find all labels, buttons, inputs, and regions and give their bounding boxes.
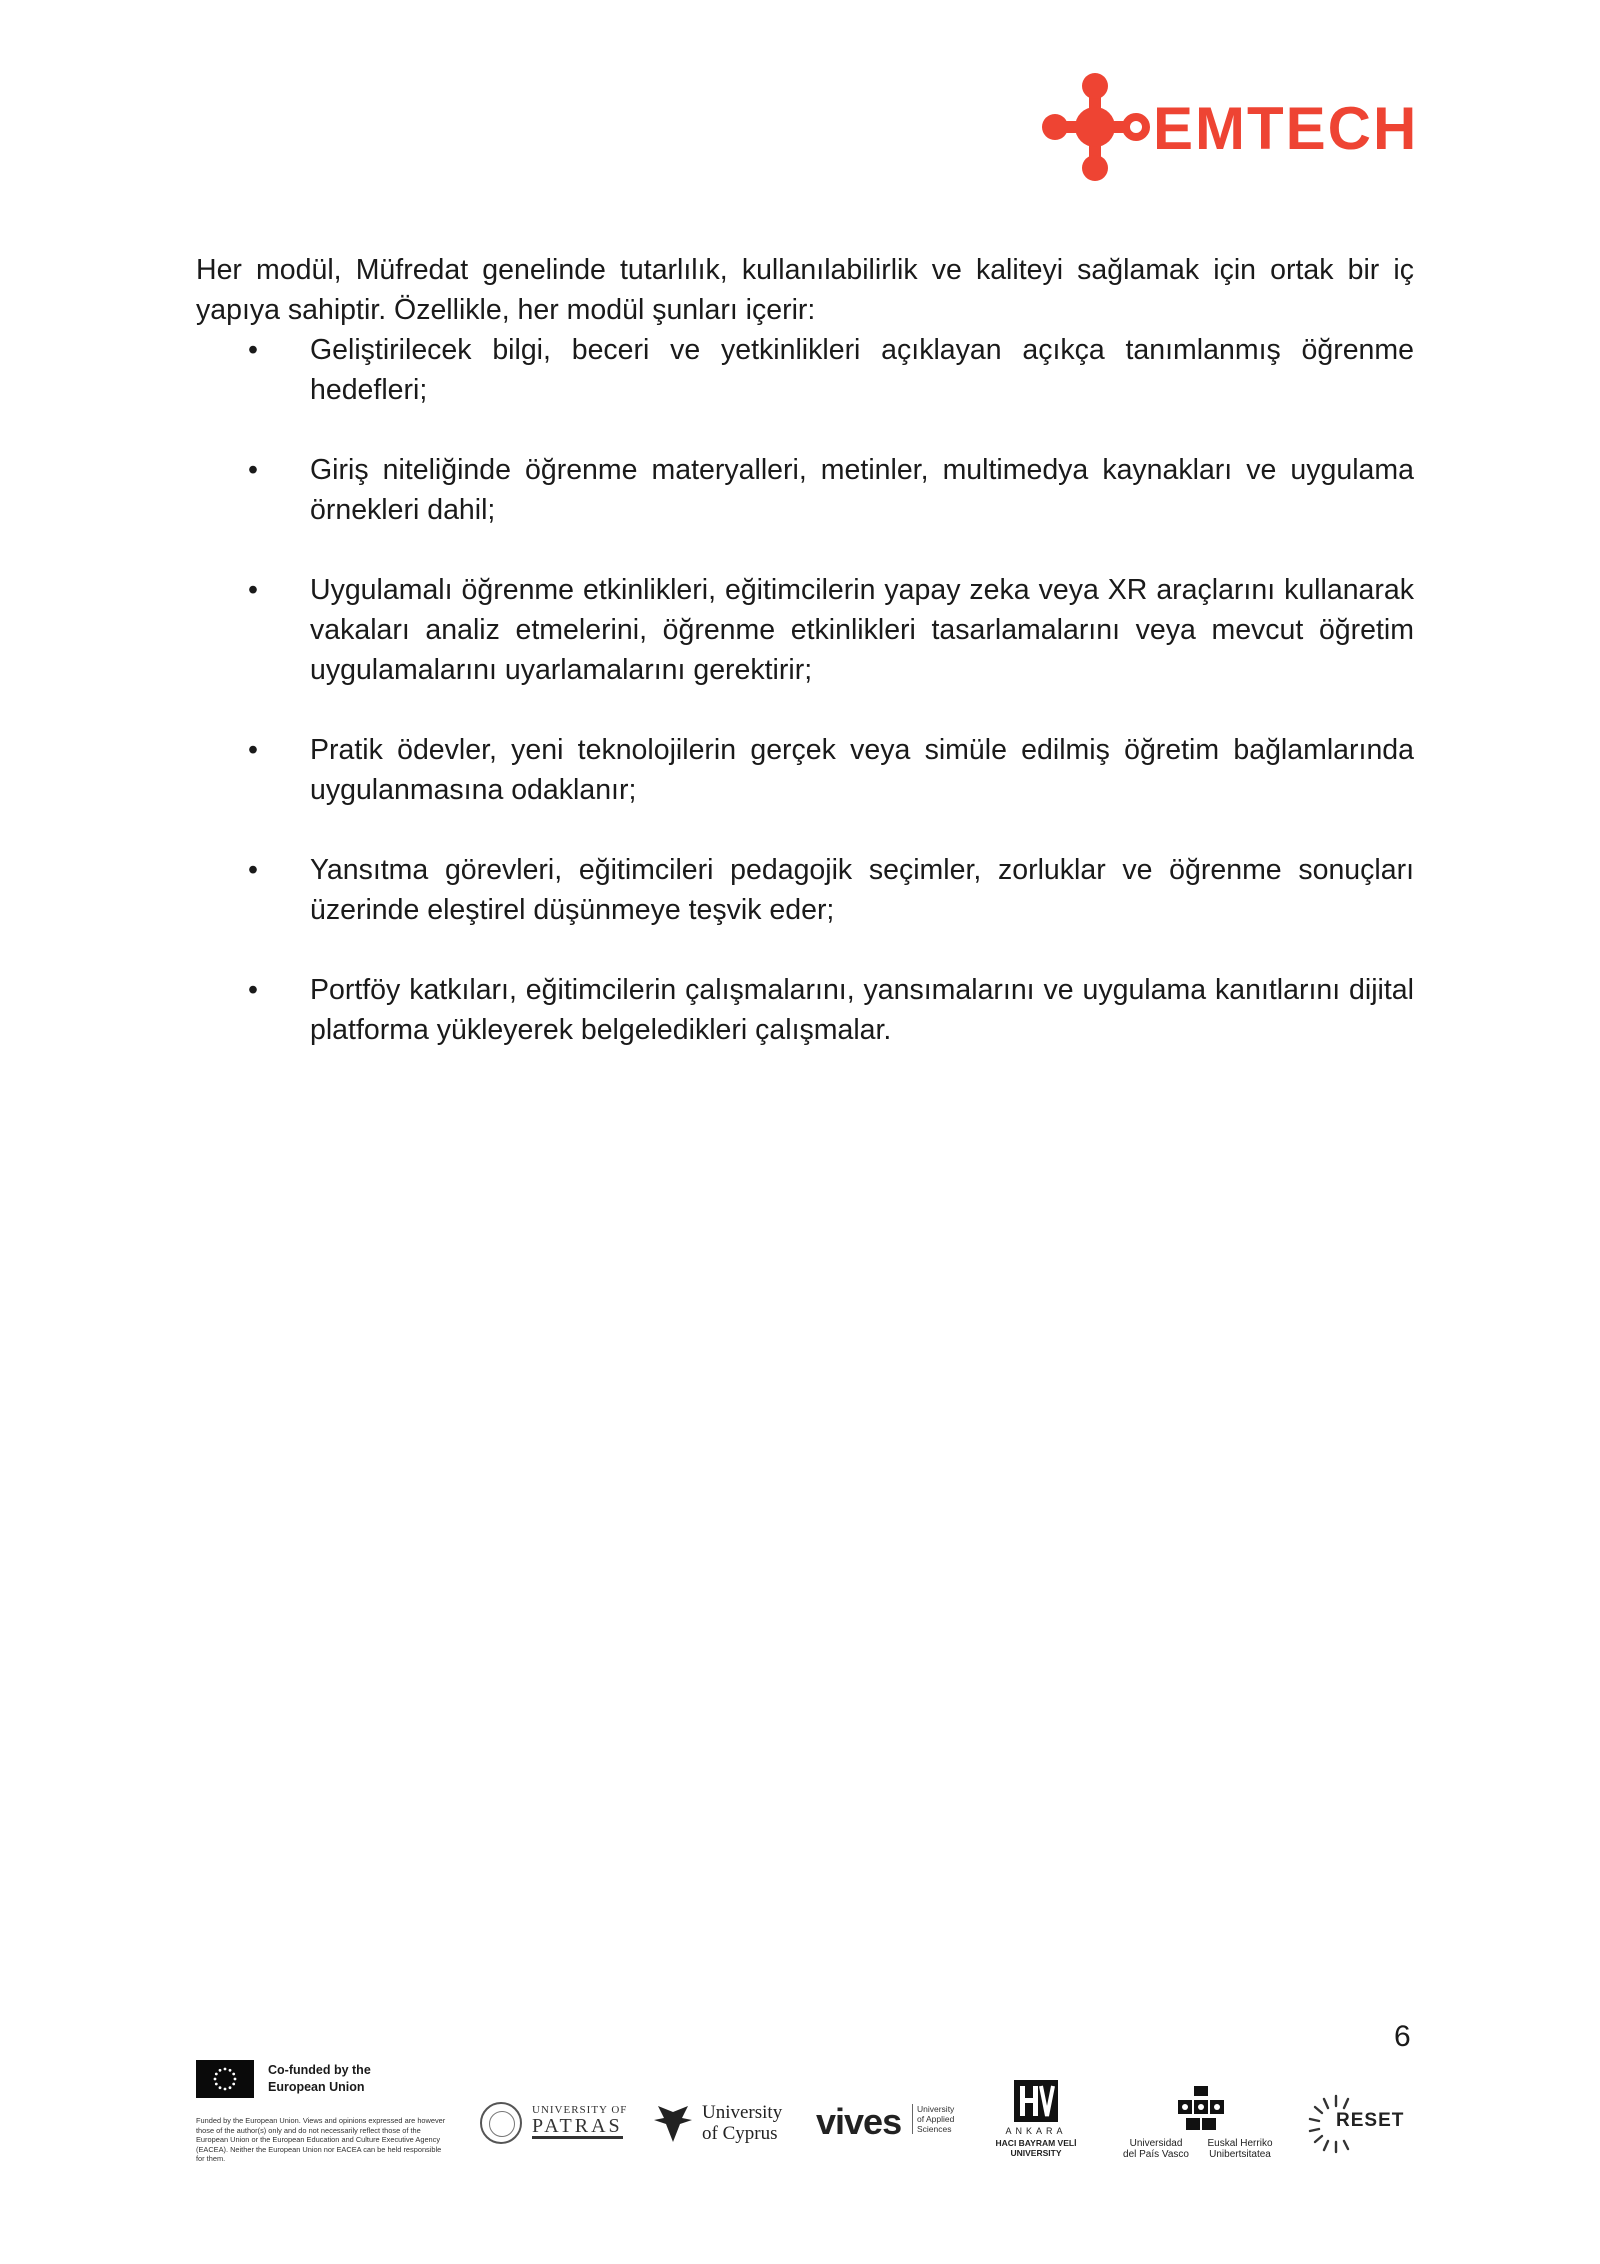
emtech-logo xyxy=(1040,72,1420,182)
list-item xyxy=(196,450,1414,530)
bullet-icon: • xyxy=(248,734,258,766)
intro-paragraph: Her modül, Müfredat genelinde tutarlılık, kullanılabilirlik ve kaliteyi sağlamak için ortak bir iç yapıya sahiptir. Özellikle, her modül şunları içerir: xyxy=(196,254,1414,326)
list-item xyxy=(196,570,1414,690)
emtech-logo-text: EMTECH xyxy=(1153,95,1419,162)
cyprus-line-1: University xyxy=(702,2102,783,2123)
footer-partners xyxy=(196,2060,1426,2180)
document-body xyxy=(196,250,1414,1090)
vives-sub-line-3: Sciences xyxy=(917,2124,952,2134)
cyprus-logo-text xyxy=(702,2102,782,2144)
cyprus-line-2: of Cyprus xyxy=(702,2123,778,2144)
patras-logo-main-text: PATRAS xyxy=(532,2115,623,2137)
cyprus-emblem-icon xyxy=(652,2104,694,2144)
eu-disclaimer: Funded by the European Union. Views and opinions expressed are however those of the author(s) only and do not necessarily reflect those of the European Union or the European Education and Culture Executive Agency (EACEA). Neither the European Union nor EACEA can be held responsible for them. xyxy=(196,2116,446,2163)
list-item-text: Geliştirilecek bilgi, beceri ve yetkinlikleri açıklayan açıkça tanımlanmış öğrenme hedefleri; xyxy=(310,334,1414,406)
list-item-text: Yansıtma görevleri, eğitimcileri pedagojik seçimler, zorluklar ve öğrenme sonuçları üzerinde eleştirel düşünmeye teşvik eder; xyxy=(310,854,1414,926)
vives-sub-line-2: of Applied xyxy=(917,2114,955,2124)
ehu-spanish-name xyxy=(1116,2138,1196,2160)
hbv-name-line-1: HACI BAYRAM VELİ xyxy=(995,2138,1077,2148)
patras-seal-icon xyxy=(480,2102,522,2144)
hbv-city-text: ANKARA xyxy=(1005,2126,1067,2136)
hbv-name-text xyxy=(986,2138,1086,2158)
list-item-text: Uygulamalı öğrenme etkinlikleri, eğitimcilerin yapay zeka veya XR araçlarını kullanarak vakaları analiz etmelerini, öğrenme etkinlikleri tasarlamalarını veya mevcut öğretim uygulamalarını uyarlamalarını gerektirir; xyxy=(310,574,1414,686)
list-item-text: Pratik ödevler, yeni teknolojilerin gerçek veya simüle edilmiş öğretim bağlamlarında uygulanmasına odaklanır; xyxy=(310,734,1414,806)
bullet-icon: • xyxy=(248,574,258,606)
hbv-monogram-icon xyxy=(1014,2080,1058,2122)
university-of-patras-logo xyxy=(480,2098,630,2154)
vives-wordmark: vives xyxy=(816,2101,902,2142)
bullet-icon: • xyxy=(248,854,258,886)
reset-wordmark: RESET xyxy=(1336,2110,1405,2131)
bullet-icon: • xyxy=(248,454,258,486)
hbv-name-line-2: UNIVERSITY xyxy=(1010,2148,1062,2158)
ehu-eu-line-2: Unibertsitatea xyxy=(1209,2149,1271,2160)
reset-logo xyxy=(1306,2092,1416,2162)
ehu-es-line-1: Universidad xyxy=(1129,2138,1183,2149)
eu-cofunded-label: Co-funded by the European Union xyxy=(268,2063,371,2094)
ehu-upv-logo xyxy=(1116,2086,1296,2166)
list-item-text: Giriş niteliğinde öğrenme materyalleri, metinler, multimedya kaynakları ve uygulama örnekleri dahil; xyxy=(310,454,1414,526)
ehu-basque-name xyxy=(1200,2138,1280,2160)
ehu-eu-line-1: Euskal Herriko xyxy=(1207,2138,1273,2149)
bullet-icon: • xyxy=(248,334,258,366)
list-item xyxy=(196,730,1414,810)
patras-logo-top-text: UNIVERSITY OF xyxy=(532,2104,628,2116)
ehu-emblem-icon xyxy=(1176,2086,1226,2132)
haci-bayram-veli-logo xyxy=(986,2080,1096,2170)
vives-subtitle xyxy=(912,2104,954,2134)
list-item-text: Portföy katkıları, eğitimcilerin çalışmalarını, yansımalarını ve uygulama kanıtlarını dijital platforma yükleyerek belgeledikleri çalışmalar. xyxy=(310,974,1414,1046)
vives-logo xyxy=(816,2102,966,2152)
emtech-molecule-icon xyxy=(1040,72,1150,182)
vives-sub-line-1: University xyxy=(917,2104,955,2114)
list-item xyxy=(196,850,1414,930)
eu-flag-icon xyxy=(196,2060,254,2098)
page-number: 6 xyxy=(1394,2020,1411,2053)
list-item xyxy=(196,970,1414,1050)
ehu-es-line-2: del País Vasco xyxy=(1123,2149,1189,2160)
university-of-cyprus-logo xyxy=(652,2100,792,2150)
module-structure-list xyxy=(196,330,1414,1050)
list-item xyxy=(196,330,1414,410)
bullet-icon: • xyxy=(248,974,258,1006)
